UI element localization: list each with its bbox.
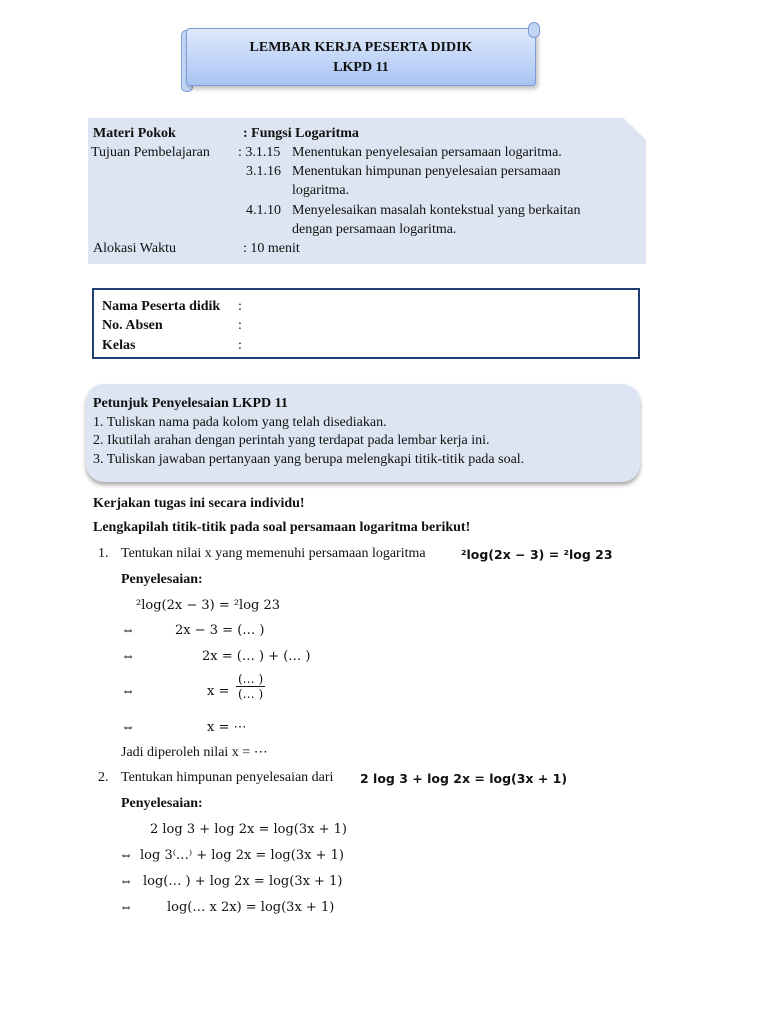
banner-title: LEMBAR KERJA PESERTA DIDIK (249, 40, 473, 55)
iff-symbol: ⇔ (119, 900, 133, 915)
instruction-title: Petunjuk Penyelesaian LKPD 11 (93, 396, 288, 411)
absen-field[interactable]: : (238, 318, 242, 333)
iff-symbol: ⇔ (121, 720, 135, 735)
question-1-solution-label: Penyelesaian: (121, 572, 203, 587)
q2-step-1: log 3⁽…⁾ + log 2x = log(3x + 1) (140, 848, 344, 863)
tujuan-2-text: Menentukan himpunan penyelesaian persamaan (292, 164, 561, 179)
q2-step-2: log(… ) + log 2x = log(3x + 1) (143, 874, 343, 889)
tujuan-2-number: 3.1.16 (246, 164, 281, 179)
q1-step-0: ²log(2x − 3) = ²log 23 (136, 598, 281, 613)
materi-pokok-value: : Fungsi Logaritma (243, 126, 359, 141)
iff-symbol: ⇔ (121, 623, 135, 638)
tujuan-3-text: Menyelesaikan masalah kontekstual yang berkaitan (292, 203, 581, 218)
tujuan-3-number: 4.1.10 (246, 203, 281, 218)
tujuan-1-number: : 3.1.15 (238, 145, 281, 160)
q1-step-2: 2x = (… ) + (… ) (202, 649, 311, 664)
question-1-text: Tentukan nilai x yang memenuhi persamaan logaritma (121, 546, 426, 561)
scroll-curl-right (528, 22, 540, 38)
nama-label: Nama Peserta didik (102, 299, 221, 314)
iff-symbol: ⇔ (121, 649, 135, 664)
q2-step-3: log(… x 2x) = log(3x + 1) (167, 900, 335, 915)
q1-step-3-fraction (236, 672, 265, 701)
iff-symbol: ⇔ (119, 848, 133, 863)
kelas-label: Kelas (102, 338, 136, 353)
q1-step-3-lhs: x = (207, 684, 230, 699)
instruction-item: 3. Tuliskan jawaban pertanyaan yang berupa melengkapi titik-titik pada soal. (93, 452, 525, 467)
q1-conclusion: Jadi diperoleh nilai x = ⋯ (121, 745, 268, 760)
fraction-denominator: (… ) (238, 687, 264, 701)
banner-subtitle: LKPD 11 (333, 60, 389, 75)
tujuan-label: Tujuan Pembelajaran (91, 145, 210, 160)
alokasi-value: : 10 menit (243, 241, 300, 256)
tujuan-1-text: Menentukan penyelesaian persamaan logaritma. (292, 145, 562, 160)
question-2-number: 2. (98, 770, 109, 785)
q1-step-1: 2x − 3 = (… ) (175, 623, 265, 638)
iff-symbol: ⇔ (121, 684, 135, 699)
question-2-text: Tentukan himpunan penyelesaian dari (121, 770, 334, 785)
q1-step-4: x = ⋯ (207, 720, 247, 735)
instruction-item: 1. Tuliskan nama pada kolom yang telah disediakan. (93, 415, 387, 430)
question-1-equation: ²log(2x − 3) = ²log 23 (461, 547, 613, 562)
alokasi-label: Alokasi Waktu (93, 241, 176, 256)
q2-step-0: 2 log 3 + log 2x = log(3x + 1) (150, 822, 347, 837)
tujuan-2-text-cont: logaritma. (292, 183, 350, 198)
absen-label: No. Absen (102, 318, 163, 333)
nama-field[interactable]: : (238, 299, 242, 314)
materi-pokok-label: Materi Pokok (93, 126, 176, 141)
instruction-item: 2. Ikutilah arahan dengan perintah yang terdapat pada lembar kerja ini. (93, 433, 490, 448)
tujuan-3-text-cont: dengan persamaan logaritma. (292, 222, 457, 237)
question-1-number: 1. (98, 546, 109, 561)
task-heading-instruction: Lengkapilah titik-titik pada soal persamaan logaritma berikut! (93, 520, 471, 535)
fraction-numerator: (… ) (238, 672, 264, 686)
task-heading-individual: Kerjakan tugas ini secara individu! (93, 496, 305, 511)
kelas-field[interactable]: : (238, 338, 242, 353)
title-banner (186, 28, 536, 86)
iff-symbol: ⇔ (119, 874, 133, 889)
question-2-equation: 2 log 3 + log 2x = log(3x + 1) (360, 771, 568, 786)
question-2-solution-label: Penyelesaian: (121, 796, 203, 811)
